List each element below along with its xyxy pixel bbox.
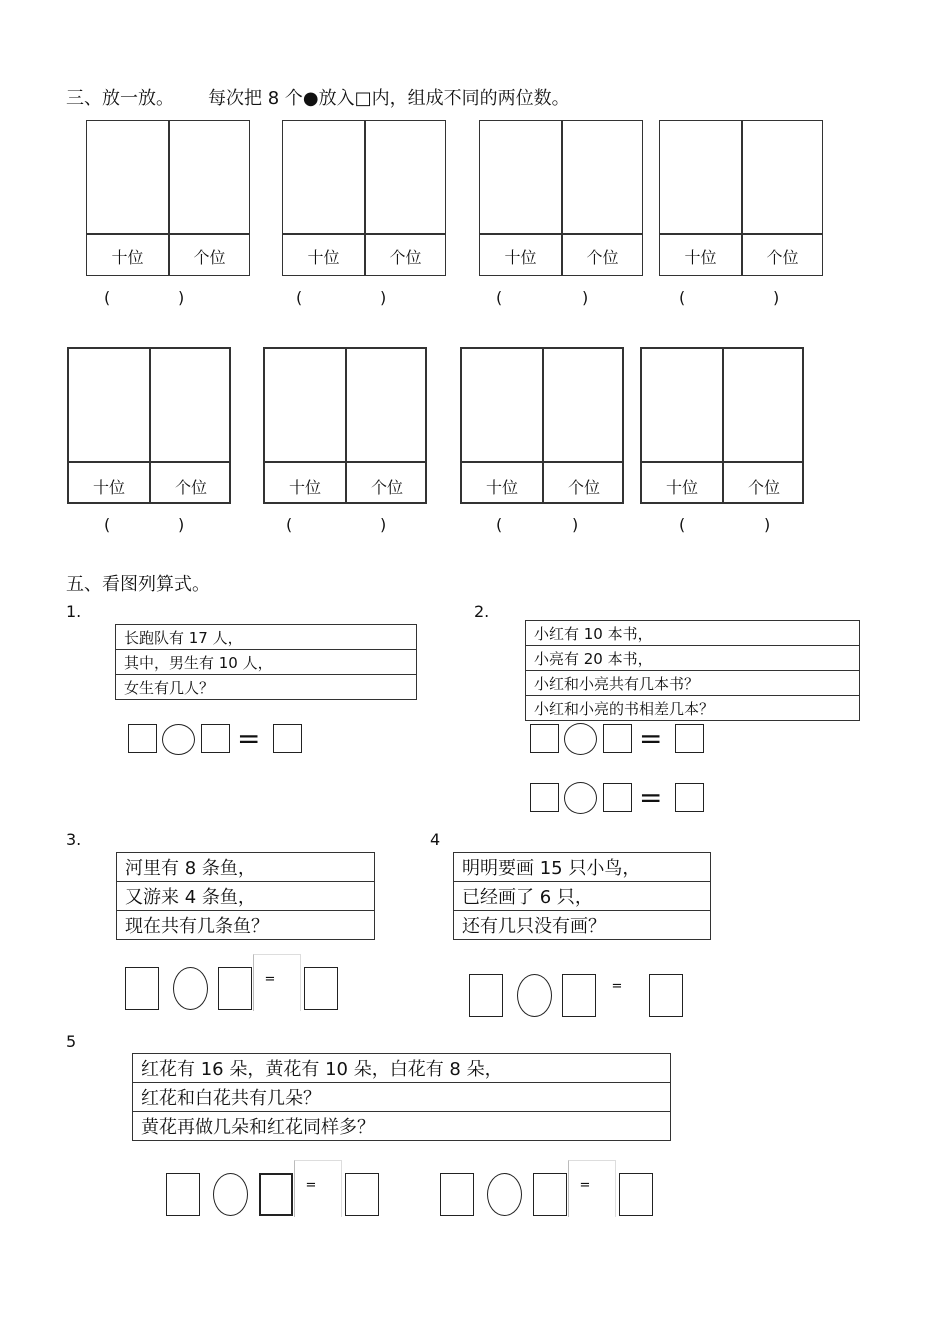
answer-paren-close: ): [572, 515, 579, 534]
operator-circle[interactable]: [517, 974, 552, 1017]
ones-label: 个位: [567, 478, 600, 497]
answer-paren-close: ): [380, 515, 387, 534]
question-number: 3.: [66, 830, 82, 849]
problem-line: 已经画了 6 只，: [454, 882, 711, 911]
answer-square[interactable]: [201, 724, 230, 753]
problem-line: 河里有 8 条鱼，: [117, 853, 375, 882]
answer-square[interactable]: [603, 724, 632, 753]
problem-line: 小红有 10 本书，: [526, 621, 860, 646]
answer-square[interactable]: [345, 1173, 379, 1216]
place-value-chart: [659, 120, 823, 276]
q2-problem-box: [525, 620, 860, 721]
tens-label: 十位: [504, 248, 537, 267]
tens-label: 十位: [665, 478, 698, 497]
tens-label: 十位: [684, 248, 717, 267]
problem-line: 女生有几人？: [116, 675, 417, 700]
problem-line: 小红和小亮共有几本书？: [526, 671, 860, 696]
problem-line: 小亮有 20 本书，: [526, 646, 860, 671]
answer-paren-open: (: [679, 288, 686, 307]
answer-square[interactable]: [530, 724, 559, 753]
answer-paren-close: ): [178, 515, 185, 534]
tens-label: 十位: [485, 478, 518, 497]
answer-square[interactable]: [649, 974, 683, 1017]
equals-sign: =: [579, 1178, 591, 1193]
problem-line: 明明要画 15 只小鸟，: [454, 853, 711, 882]
equals-sign: =: [264, 972, 276, 987]
answer-square[interactable]: [562, 974, 596, 1017]
place-value-chart: [479, 120, 643, 276]
equals-sign: =: [237, 722, 261, 755]
answer-paren-open: (: [296, 288, 303, 307]
ones-label: 个位: [747, 478, 780, 497]
problem-line: 又游来 4 条鱼，: [117, 882, 375, 911]
place-value-chart: [263, 347, 427, 504]
section3-instruction: 每次把 8 个●放入□内，组成不同的两位数。: [208, 88, 570, 109]
answer-paren-open: (: [104, 288, 111, 307]
problem-line: 小红和小亮的书相差几本？: [526, 696, 860, 721]
problem-line: 黄花再做几朵和红花同样多？: [133, 1112, 671, 1141]
operator-circle[interactable]: [173, 967, 208, 1010]
answer-square[interactable]: [218, 967, 252, 1010]
question-number: 2.: [474, 602, 490, 621]
answer-paren-open: (: [679, 515, 686, 534]
operator-circle[interactable]: [487, 1173, 522, 1216]
problem-line: 红花有 16 朵，黄花有 10 朵，白花有 8 朵，: [133, 1054, 671, 1083]
place-value-chart: [460, 347, 624, 504]
place-value-chart: [67, 347, 231, 504]
answer-paren-close: ): [178, 288, 185, 307]
place-value-chart: [640, 347, 804, 504]
answer-paren-close: ): [764, 515, 771, 534]
problem-line: 长跑队有 17 人，: [116, 625, 417, 650]
answer-paren-open: (: [496, 288, 503, 307]
q3-problem-box: [116, 852, 375, 940]
place-value-chart: [282, 120, 446, 276]
problem-line: 红花和白花共有几朵？: [133, 1083, 671, 1112]
answer-paren-close: ): [773, 288, 780, 307]
ones-label: 个位: [766, 248, 799, 267]
question-number: 5: [66, 1032, 77, 1051]
answer-square[interactable]: [619, 1173, 653, 1216]
equals-sign: =: [639, 722, 663, 755]
operator-circle[interactable]: [564, 782, 597, 814]
answer-square[interactable]: [675, 783, 704, 812]
answer-square[interactable]: [166, 1173, 200, 1216]
operator-circle[interactable]: [564, 723, 597, 755]
answer-paren-open: (: [104, 515, 111, 534]
equals-sign: =: [639, 781, 663, 814]
problem-line: 其中，男生有 10 人，: [116, 650, 417, 675]
tens-label: 十位: [307, 248, 340, 267]
answer-square[interactable]: [603, 783, 632, 812]
answer-square[interactable]: [128, 724, 157, 753]
q5-problem-box: [132, 1053, 671, 1141]
question-number: 1.: [66, 602, 82, 621]
section5-title: 五、看图列算式。: [66, 574, 210, 595]
answer-paren-open: (: [286, 515, 293, 534]
ones-label: 个位: [193, 248, 226, 267]
question-number: 4: [430, 830, 441, 849]
ones-label: 个位: [586, 248, 619, 267]
q4-problem-box: [453, 852, 711, 940]
answer-paren-close: ): [380, 288, 387, 307]
answer-square[interactable]: [273, 724, 302, 753]
answer-square[interactable]: [469, 974, 503, 1017]
section3-title: 三、放一放。: [66, 88, 174, 109]
ones-label: 个位: [389, 248, 422, 267]
problem-line: 还有几只没有画？: [454, 911, 711, 940]
problem-line: 现在共有几条鱼？: [117, 911, 375, 940]
answer-square[interactable]: [675, 724, 704, 753]
answer-square[interactable]: [125, 967, 159, 1010]
answer-square[interactable]: [259, 1173, 293, 1216]
place-value-chart: [86, 120, 250, 276]
ones-label: 个位: [370, 478, 403, 497]
answer-square[interactable]: [530, 783, 559, 812]
operator-circle[interactable]: [213, 1173, 248, 1216]
answer-paren-open: (: [496, 515, 503, 534]
tens-label: 十位: [111, 248, 144, 267]
answer-square[interactable]: [440, 1173, 474, 1216]
operator-circle[interactable]: [162, 724, 195, 755]
answer-square[interactable]: [304, 967, 338, 1010]
ones-label: 个位: [174, 478, 207, 497]
tens-label: 十位: [92, 478, 125, 497]
equals-sign: =: [305, 1178, 317, 1193]
answer-paren-close: ): [582, 288, 589, 307]
q1-problem-box: [115, 624, 417, 700]
equals-sign: =: [611, 979, 623, 994]
answer-square[interactable]: [533, 1173, 567, 1216]
tens-label: 十位: [288, 478, 321, 497]
